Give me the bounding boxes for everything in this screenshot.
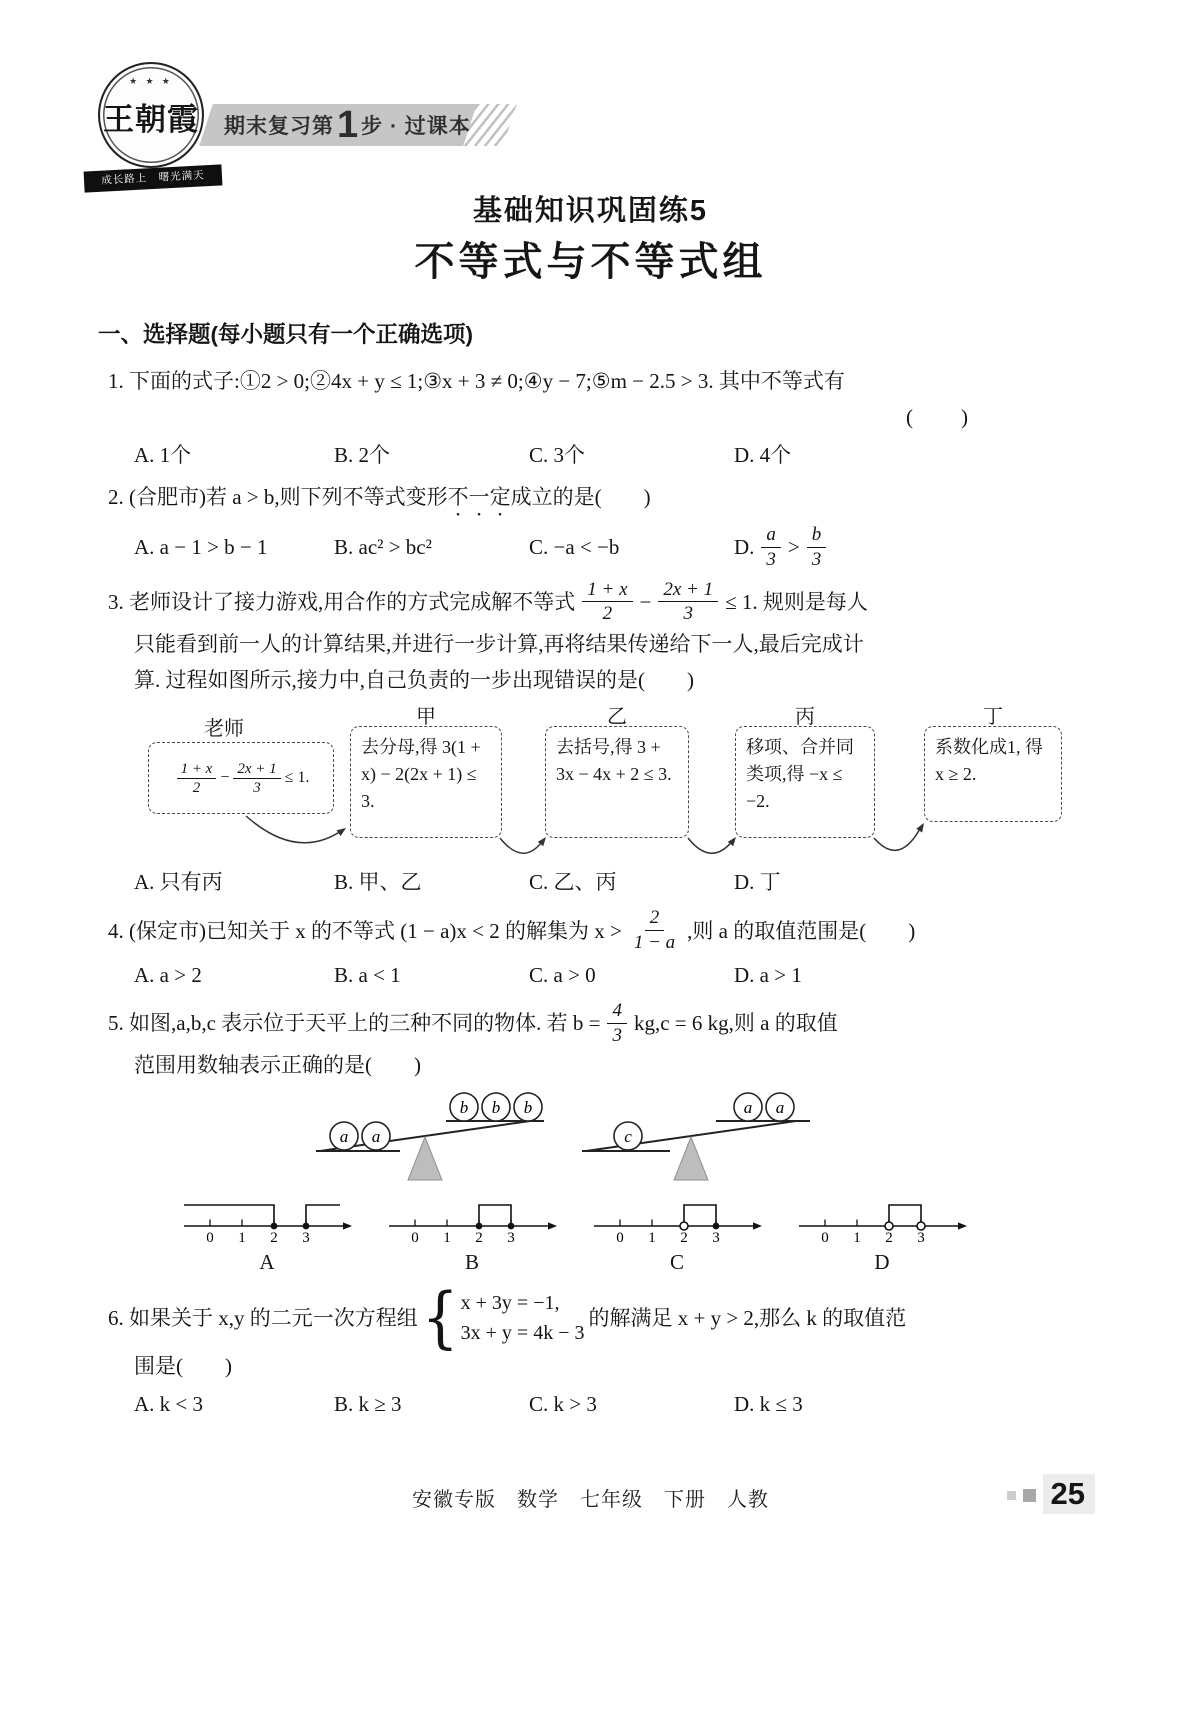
system-equations <box>461 1288 585 1348</box>
arrow-yi-to-bing <box>688 838 734 853</box>
closed-endpoint <box>271 1222 278 1229</box>
numberline-label-b: B <box>464 1249 479 1274</box>
tick-label: 1 <box>853 1229 861 1244</box>
numberline-labels <box>98 1244 1086 1280</box>
tick-label: 2 <box>680 1229 688 1244</box>
question-1-answer-blank: ( ) <box>906 404 970 429</box>
tick-label: 2 <box>885 1229 893 1244</box>
question-3-stem-tail: ≤ 1. 规则是每人 <box>725 589 868 614</box>
fraction-numerator: b <box>807 523 827 548</box>
question-4 <box>98 906 1086 993</box>
question-4-stem <box>98 906 1086 955</box>
option-b: B. 甲、乙 <box>334 870 422 895</box>
relay-label-jia: 甲 <box>416 706 436 729</box>
question-2 <box>98 479 1086 572</box>
footer-square-decoration <box>1007 1491 1016 1500</box>
fraction-denominator: 2 <box>602 603 613 625</box>
banner-text-post: 步 · 过课本 <box>361 115 471 138</box>
fraction-2xp1-over-3 <box>658 578 718 627</box>
page-number-tab <box>1007 1474 1095 1514</box>
open-endpoint <box>680 1222 688 1230</box>
closed-endpoint <box>713 1222 720 1229</box>
page-footer <box>0 1474 1181 1520</box>
question-6-stem-text: 6. 如果关于 x,y 的二元一次方程组 <box>108 1305 418 1330</box>
question-2-stem-tail: 成立的是( ) <box>510 485 651 510</box>
fraction-a-over-3 <box>761 523 781 572</box>
fraction-denominator: 3 <box>811 548 822 570</box>
fraction-denominator: 2 <box>192 779 201 796</box>
solution-segment <box>684 1205 716 1226</box>
fraction-numerator: 2x + 1 <box>233 760 280 779</box>
balance-scale-diagram <box>98 1086 1086 1186</box>
tick-label: 3 <box>302 1229 310 1244</box>
logo-stars-decoration: ★ ★ ★ <box>129 76 173 86</box>
option-a: A. k < 3 <box>134 1391 204 1416</box>
option-d: D. a > 1 <box>734 962 802 987</box>
arrowhead <box>337 825 348 836</box>
question-5 <box>98 999 1086 1280</box>
question-2-stem-text: 2. (合肥市)若 a > b,则下列不等式变形 <box>108 485 448 510</box>
numberline-option-a <box>182 1190 352 1244</box>
option-c: C. 乙、丙 <box>529 870 617 895</box>
arrow-teacher-to-jia <box>246 816 344 843</box>
option-b: B. ac² > bc² <box>334 535 432 560</box>
fraction-denominator: 3 <box>683 603 693 625</box>
question-1-options <box>98 437 1086 473</box>
relay-box-yi: 去括号,得 3 + 3x − 4x + 2 ≤ 3. <box>545 726 689 838</box>
fraction-numerator: 1 + x <box>582 578 632 603</box>
fraction-4-over-3 <box>607 999 627 1048</box>
solution-ray-left <box>184 1205 274 1226</box>
weight-label-a: a <box>339 1126 349 1146</box>
question-3-stem-line2: 只能看到前一人的计算结果,并进行一步计算,再将结果传递给下一人,最后完成计 <box>134 632 864 657</box>
solution-ray-right <box>306 1205 340 1226</box>
relay-box-ding: 系数化成1, 得 x ≥ 2. <box>924 726 1062 822</box>
tick-label: 0 <box>411 1229 419 1244</box>
option-c: C. 3个 <box>529 442 586 467</box>
fraction-numerator: 4 <box>607 999 627 1024</box>
tick-label: 2 <box>270 1229 278 1244</box>
question-4-options <box>98 957 1086 993</box>
equation-1: x + 3y = −1, <box>460 1291 560 1314</box>
section-heading-choice: 一、选择题(每小题只有一个正确选项) <box>98 322 473 347</box>
equation-system <box>421 1277 585 1357</box>
banner-text-pre: 期末复习第 <box>224 115 334 138</box>
worksheet-content <box>98 316 1086 1428</box>
question-3-stem-line3: 算. 过程如图所示,接力中,自己负责的一步出现错误的是( ) <box>134 668 694 693</box>
fraction-denominator: 3 <box>612 1024 622 1046</box>
arrow-bing-to-ding <box>874 825 922 850</box>
numberline-option-d <box>797 1190 967 1244</box>
closed-endpoint <box>303 1222 310 1229</box>
arrowhead <box>916 821 927 832</box>
question-5-stem-line2: 范围用数轴表示正确的是( ) <box>134 1053 421 1078</box>
option-d: D. k ≤ 3 <box>734 1391 803 1416</box>
footer-square-decoration <box>1023 1489 1036 1502</box>
open-endpoint <box>885 1222 893 1230</box>
question-6-stem-line2: 围是( ) <box>134 1353 232 1378</box>
question-1-stem: 1. 下面的式子:①2 > 0;②4x + y ≤ 1;③x + 3 ≠ 0;④y − 7;⑤m − 2.5 > 3. 其中不等式有 <box>108 368 845 393</box>
option-d: D. 4个 <box>734 442 792 467</box>
arrow-jia-to-yi <box>500 838 544 853</box>
inequality-tail: ≤ 1. <box>284 769 310 787</box>
option-d-label: D. <box>734 535 755 560</box>
option-d <box>734 523 1086 572</box>
numberline-option-b <box>387 1190 557 1244</box>
tick-label: 0 <box>821 1229 829 1244</box>
fulcrum-triangle <box>674 1137 708 1180</box>
open-endpoint <box>917 1222 925 1230</box>
fraction-1px-over-2 <box>582 578 632 627</box>
worksheet-title: 不等式与不等式组 <box>414 240 767 284</box>
option-a: A. a − 1 > b − 1 <box>134 535 268 560</box>
brand-logo-circle <box>98 62 204 168</box>
system-brace: { <box>421 1277 459 1357</box>
option-c: C. k > 3 <box>529 1391 597 1416</box>
question-4-stem-text: 4. (保定市)已知关于 x 的不等式 (1 − a)x < 2 的解集为 x > <box>108 918 622 943</box>
tick-label: 1 <box>443 1229 451 1244</box>
question-6-stem-tail: 的解满足 x + y > 2,那么 k 的取值范 <box>588 1305 907 1330</box>
brand-name: 王朝霞 <box>103 102 199 137</box>
relay-diagram <box>98 702 1086 862</box>
solution-segment <box>889 1205 921 1226</box>
question-3-options <box>98 864 1086 900</box>
question-3-stem <box>98 578 1086 627</box>
relay-label-yi: 乙 <box>607 706 627 729</box>
question-3-stem-text: 3. 老师设计了接力游戏,用合作的方式完成解不等式 <box>108 589 576 614</box>
fraction-numerator: a <box>761 523 781 548</box>
fraction-denominator: 3 <box>253 779 261 796</box>
option-d: D. 丁 <box>734 870 781 895</box>
weight-label-c: c <box>624 1126 632 1146</box>
question-2-stem <box>98 479 1086 521</box>
page-number: 25 <box>1043 1474 1095 1514</box>
option-b: B. a < 1 <box>334 962 401 987</box>
minus-sign: − <box>220 769 230 787</box>
fulcrum-triangle <box>408 1137 442 1180</box>
tick-label: 0 <box>206 1229 214 1244</box>
fraction-b-over-3 <box>807 523 827 572</box>
exercise-set-title: 基础知识巩固练5 <box>472 195 709 227</box>
option-c: C. −a < −b <box>529 535 620 560</box>
equation-2: 3x + y = 4k − 3 <box>460 1321 585 1344</box>
brand-logo <box>90 60 216 192</box>
question-5-stem <box>98 999 1086 1048</box>
tick-label: 3 <box>712 1229 720 1244</box>
minus-sign: − <box>639 589 652 614</box>
tick-label: 1 <box>238 1229 246 1244</box>
weight-label-a: a <box>743 1097 753 1117</box>
relay-box-bing: 移项、合并同类项,得 −x ≤ −2. <box>735 726 875 838</box>
question-1 <box>98 363 1086 473</box>
weight-label-b: b <box>523 1097 533 1117</box>
option-b: B. 2个 <box>334 442 391 467</box>
fraction-2-over-1ma <box>629 906 680 955</box>
relay-box-jia: 去分母,得 3(1 + x) − 2(2x + 1) ≤ 3. <box>350 726 502 838</box>
closed-endpoint <box>476 1222 483 1229</box>
question-6 <box>98 1277 1086 1422</box>
question-6-options <box>98 1386 1086 1422</box>
numberline-label-d: D <box>874 1249 890 1274</box>
question-2-options <box>98 523 1086 572</box>
axis-arrowhead <box>958 1222 967 1229</box>
question-5-stem-text: 5. 如图,a,b,c 表示位于天平上的三种不同的物体. 若 b = <box>108 1011 601 1036</box>
fraction-denominator: 1 − a <box>633 932 676 954</box>
relay-label-teacher: 老师 <box>204 718 244 741</box>
weight-label-a: a <box>775 1097 785 1117</box>
numberline-row <box>98 1190 1086 1244</box>
fraction-numerator: 1 + x <box>177 760 217 779</box>
question-4-stem-tail: ,则 a 的取值范围是( ) <box>687 918 916 943</box>
question-2-emphasis: 不一定 <box>447 485 511 510</box>
tick-label: 1 <box>648 1229 656 1244</box>
axis-arrowhead <box>548 1222 557 1229</box>
banner-step-number: 1 <box>337 104 359 146</box>
tick-label: 2 <box>475 1229 483 1244</box>
fraction-numerator: 2 <box>645 906 665 931</box>
header-banner-text <box>224 104 471 146</box>
fraction-1px-over-2 <box>177 760 217 797</box>
relay-box-teacher <box>148 742 334 814</box>
axis-arrowhead <box>753 1222 762 1229</box>
numberline-option-c <box>592 1190 762 1244</box>
option-c: C. a > 0 <box>529 962 596 987</box>
tick-label: 0 <box>616 1229 624 1244</box>
numberline-label-c: C <box>669 1249 684 1274</box>
closed-endpoint <box>508 1222 515 1229</box>
question-3 <box>98 578 1086 901</box>
fraction-2xp1-over-3 <box>233 760 280 797</box>
brand-slogan-ribbon: 成长路上 曙光满天 <box>84 164 223 192</box>
axis-arrowhead <box>343 1222 352 1229</box>
weight-label-a: a <box>371 1126 381 1146</box>
fraction-denominator: 3 <box>766 548 776 570</box>
greater-than-sign: > <box>787 535 800 560</box>
fraction-numerator: 2x + 1 <box>658 578 718 603</box>
option-b: B. k ≥ 3 <box>334 1391 402 1416</box>
option-a: A. a > 2 <box>134 962 202 987</box>
option-a: A. 1个 <box>134 442 192 467</box>
weight-label-b: b <box>459 1097 469 1117</box>
tick-label: 3 <box>917 1229 925 1244</box>
solution-segment <box>479 1205 511 1226</box>
question-6-stem <box>98 1277 1086 1357</box>
numberline-label-a: A <box>259 1249 275 1274</box>
relay-label-bing: 丙 <box>795 706 815 729</box>
footer-edition-text: 安徽专版 数学 七年级 下册 人教 <box>412 1489 769 1511</box>
weight-label-b: b <box>491 1097 501 1117</box>
tick-label: 3 <box>507 1229 515 1244</box>
relay-label-ding: 丁 <box>983 706 1003 729</box>
question-5-stem-tail: kg,c = 6 kg,则 a 的取值 <box>633 1011 838 1036</box>
option-a: A. 只有丙 <box>134 870 223 895</box>
